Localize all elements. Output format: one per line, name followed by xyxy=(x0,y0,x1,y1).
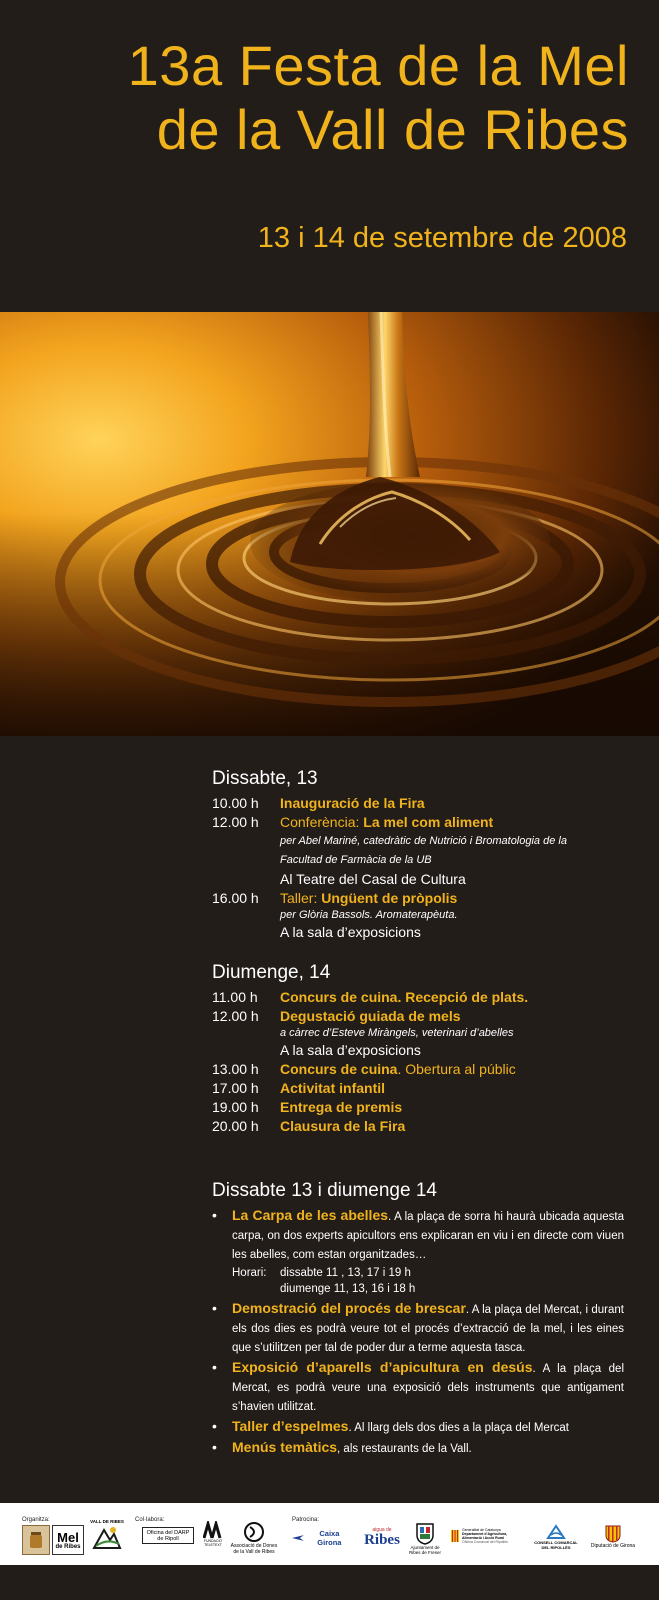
event-time: 12.00 h xyxy=(212,1008,259,1024)
bullet: • xyxy=(212,1300,217,1316)
logo-mel-subtext: de Ribes xyxy=(55,1543,81,1550)
event-time: 17.00 h xyxy=(212,1080,259,1096)
event-prefix: Taller: xyxy=(280,890,322,906)
honey-jar-logo xyxy=(22,1525,50,1555)
schedule-row xyxy=(212,1265,624,1281)
event-time: 11.00 h xyxy=(212,989,258,1005)
list-item xyxy=(212,1299,624,1358)
event-row xyxy=(212,1007,632,1026)
event-title: Clausura de la Fira xyxy=(280,1118,406,1134)
event-location: A la sala d’exposicions xyxy=(280,1042,421,1058)
logo-consell-line2: DEL RIPOLLÈS xyxy=(541,1545,571,1550)
poster-title xyxy=(128,34,629,162)
event-row xyxy=(212,988,632,1007)
sunday-program xyxy=(212,962,632,1136)
generalitat-text-block xyxy=(462,1528,508,1545)
weekend-program xyxy=(212,1180,624,1459)
logo-gen-line1: Generalitat de Catalunya xyxy=(462,1527,501,1532)
saturday-heading: Dissabte, 13 xyxy=(212,768,318,789)
item-title: Demostració del procés de brescar xyxy=(232,1300,466,1316)
event-row xyxy=(212,1098,632,1117)
bullet: • xyxy=(212,1359,217,1375)
mel-de-ribes-logo xyxy=(52,1525,84,1555)
event-title: La mel com aliment xyxy=(363,814,494,830)
item-text: . A la plaça del Mercat, i durant els dos dies es podrà veure tot el procés d’extracció de la mel, i les eines que s’utilitzen per tal de poder dur a terme aquesta tasca. xyxy=(232,1304,624,1354)
event-row xyxy=(212,794,632,813)
event-speaker: Facultad de Farmàcia de la UB xyxy=(280,854,432,866)
logo-fundacio-text: FUNDACIÓ TELETEXT xyxy=(203,1539,223,1547)
senyera-icon xyxy=(451,1530,459,1542)
event-speaker: a càrrec d’Esteve Miràngels, veterinari d’abelles xyxy=(280,1027,514,1039)
event-time: 12.00 h xyxy=(212,814,259,830)
generalitat-logo xyxy=(451,1521,521,1551)
event-speaker: per Abel Mariné, catedràtic de Nutrició i Bromatologia de la xyxy=(280,835,567,847)
item-text: . Al llarg dels dos dies a la plaça del Mercat xyxy=(348,1422,570,1434)
event-time: 16.00 h xyxy=(212,890,259,906)
logo-aj-line2: Ribes de Freser xyxy=(408,1550,441,1555)
event-title: Concurs de cuina. Recepció de plats. xyxy=(280,989,529,1005)
patrocina-label: Patrocina: xyxy=(292,1517,320,1523)
bullet: • xyxy=(212,1207,217,1223)
event-title: Degustació guiada de mels xyxy=(280,1008,461,1024)
caixa-girona-logo xyxy=(292,1531,352,1545)
honey-drip-photo xyxy=(0,312,659,736)
caixa-star-icon xyxy=(292,1534,304,1542)
schedule-row xyxy=(212,1281,624,1297)
consell-comarcal-logo xyxy=(528,1517,584,1557)
fundacio-icon xyxy=(203,1521,223,1539)
saturday-program xyxy=(212,768,632,942)
item-title: Exposició d’aparells d’apicultura en desús xyxy=(232,1359,533,1375)
title-line-2: de la Vall de Ribes xyxy=(156,98,629,161)
logo-gen-line4: Oficina Comarcal del Ripollès xyxy=(462,1540,508,1545)
event-time: 13.00 h xyxy=(212,1061,259,1077)
event-title: Entrega de premis xyxy=(280,1099,403,1115)
event-date: 13 i 14 de setembre de 2008 xyxy=(257,222,627,254)
bullet: • xyxy=(212,1439,217,1455)
item-text: . A la plaça del Mercat, es podrà veure una exposició dels instruments que antigament s’havien utilitzat. xyxy=(232,1363,624,1413)
event-speaker: per Glòria Bassols. Aromaterapèuta. xyxy=(280,909,458,921)
vall-de-ribes-logo xyxy=(88,1515,126,1555)
title-line-1: 13a Festa de la Mel xyxy=(127,34,629,97)
event-row xyxy=(212,1079,632,1098)
diputacio-shield-icon xyxy=(605,1525,621,1543)
collabora-label: Col·labora: xyxy=(135,1517,165,1523)
vall-landscape-icon xyxy=(92,1524,122,1552)
event-prefix: Conferència: xyxy=(280,814,364,830)
event-suffix: . Obertura al públic xyxy=(397,1061,516,1077)
event-time: 10.00 h xyxy=(212,795,259,811)
logo-caixa-text: Caixa Girona xyxy=(317,1529,342,1547)
event-title: Ungüent de pròpolis xyxy=(321,890,458,906)
event-row xyxy=(212,1060,632,1079)
event-title: Inauguració de la Fira xyxy=(280,795,425,811)
organitza-label: Organitza: xyxy=(22,1517,50,1523)
event-location: Al Teatre del Casal de Cultura xyxy=(280,871,466,887)
item-text: , als restaurants de la Vall. xyxy=(337,1443,472,1455)
list-item xyxy=(212,1358,624,1417)
logo-aigua-text: aigua de xyxy=(372,1526,392,1533)
event-location: A la sala d’exposicions xyxy=(280,924,421,940)
consell-emblem-icon xyxy=(546,1524,566,1540)
diputacio-logo xyxy=(588,1517,638,1557)
item-title: La Carpa de les abelles xyxy=(232,1207,389,1223)
oficina-darp-logo xyxy=(142,1527,194,1544)
event-time: 20.00 h xyxy=(212,1118,259,1134)
event-row xyxy=(212,1117,632,1136)
logo-gen-line2: Departament d’Agricultura, xyxy=(462,1531,508,1536)
aigua-de-ribes-logo xyxy=(360,1519,404,1555)
dones-emblem-icon xyxy=(243,1521,265,1543)
logo-oficina-line1: Oficina del DARP xyxy=(146,1529,190,1536)
logo-oficina-line2: de Ripoll xyxy=(157,1535,179,1542)
logo-mel-text: Mel xyxy=(57,1529,79,1545)
weekend-heading: Dissabte 13 i diumenge 14 xyxy=(212,1180,437,1201)
list-item xyxy=(212,1206,624,1265)
logo-consell-line1: CONSELL COMARCAL xyxy=(534,1540,578,1545)
logo-gen-line3: Alimentació i Acció Rural xyxy=(462,1536,505,1540)
sunday-heading: Diumenge, 14 xyxy=(212,962,331,983)
bullet: • xyxy=(212,1418,217,1434)
event-title: Concurs de cuina xyxy=(280,1061,398,1077)
list-item xyxy=(212,1417,624,1438)
item-title: Taller d’espelmes xyxy=(232,1418,349,1434)
schedule-saturday: dissabte 11 , 13, 17 i 19 h xyxy=(280,1267,411,1279)
event-row xyxy=(212,813,632,832)
event-description xyxy=(280,813,632,832)
event-title: Activitat infantil xyxy=(280,1080,386,1096)
bottom-band xyxy=(0,1565,659,1600)
logo-dip-text: Diputació de Girona xyxy=(590,1543,636,1549)
sponsors-footer xyxy=(0,1503,659,1565)
coat-of-arms-icon xyxy=(415,1521,435,1545)
logo-dones-line1: Associació de Dones xyxy=(230,1543,278,1549)
fundacio-logo xyxy=(200,1517,226,1551)
event-row xyxy=(212,889,632,908)
logo-dones-line2: de la Vall de Ribes xyxy=(233,1549,275,1555)
logo-ribes-text: Ribes xyxy=(364,1531,400,1548)
ajuntament-logo xyxy=(405,1515,445,1561)
dones-logo xyxy=(226,1517,282,1559)
list-item xyxy=(212,1438,624,1459)
item-title: Menús temàtics xyxy=(232,1439,338,1455)
event-description xyxy=(280,889,632,908)
schedule-label: Horari: xyxy=(232,1267,267,1279)
event-time: 19.00 h xyxy=(212,1099,259,1115)
logo-vall-text: VALL DE RIBES xyxy=(90,1518,124,1524)
item-text: . A la plaça de sorra hi haurà ubicada aquesta carpa, on dos experts apicultors ens explicaran en viu i en directe com viuen les abelles, com estan organitzades… xyxy=(232,1211,625,1261)
jar-icon xyxy=(27,1530,45,1550)
event-description xyxy=(280,1060,632,1079)
schedule-sunday: diumenge 11, 13, 16 i 18 h xyxy=(280,1283,416,1295)
logo-aj-line1: Ajuntament de xyxy=(410,1545,440,1550)
